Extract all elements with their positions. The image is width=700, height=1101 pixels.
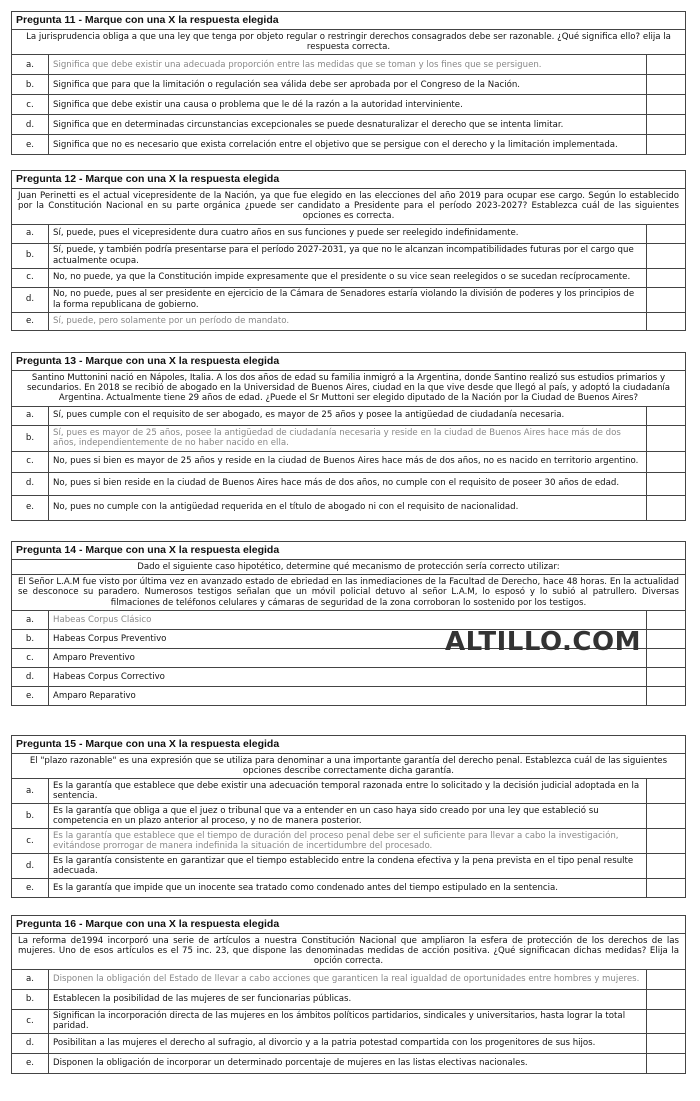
option-row [12,225,685,244]
option-text: No, pues no cumple con la antigüedad requerida en el título de abogado ni con el requisito de nacionalidad. [49,496,647,520]
option-letter: c. [12,269,49,287]
answer-box[interactable] [647,668,685,686]
question-stem: La reforma de1994 incorporó una serie de artículos a nuestra Constitución Nacional que ampliaron la esfera de protección de los derechos de las mujeres. Uno de esos artículos es el 75 inc. 23, que dispone las denominadas medidas de acción positiva. ¿Qué significacan dichas medidas? Elija la opción correcta. [12,934,685,970]
option-row [12,313,685,330]
answer-box[interactable] [647,829,685,853]
question-stem: La jurisprudencia obliga a que una ley que tenga por objeto regular o restringir derechos consagrados debe ser razonable. ¿Qué significa ello? elija la respuesta correcta. [12,30,685,56]
option-letter: e. [12,879,49,897]
option-text: No, pues si bien reside en la ciudad de Buenos Aires hace más de dos años, no cumple con el requisito de poseer 30 años de edad. [49,473,647,495]
answer-box[interactable] [647,687,685,705]
answer-box[interactable] [647,611,685,629]
option-text: Sí, pues es mayor de 25 años, posee la antigüedad de ciudadanía necesaria y reside en la ciudad de Buenos Aires hace más de dos años, independientemente de no haber nacido en ella. [49,426,647,451]
watermark-logo: ALTILLO.COM [445,627,641,657]
question-stem: Santino Muttonini nació en Nápoles, Italia. A los dos años de edad su familia inmigró a la Argentina, donde Santino realizó sus estudios primarios y secundarios. En 2018 se recibió de abogado en la Universidad de Buenos Aires, ciudad en la que vive desde que llegó al país, y adoptó la ciudadanía Argentina. Actualmente tiene 29 años de edad. ¿Puede el Sr Muttoni ser elegido diputado de la Nación por la Ciudad de Buenos Aires? [12,371,685,407]
option-letter: c. [12,649,49,667]
option-text: Significa que en determinadas circunstancias excepcionales se puede desnaturalizar el derecho que se intenta limitar. [49,115,647,134]
option-row [12,244,685,269]
option-row [12,55,685,75]
option-letter: e. [12,313,49,330]
question-header: Pregunta 16 - Marque con una X la respuesta elegida [12,916,685,934]
question-header: Pregunta 15 - Marque con una X la respuesta elegida [12,736,685,754]
case-description: El Señor L.A.M fue visto por última vez en avanzado estado de ebriedad en las inmediaciones de la Facultad de Derecho, hace 48 horas. En la actualidad se desconoce su paradero. Numerosos testigos señalan que un móvil policial detuvo al señor L.A.M, lo esposó y lo subió al patrullero. Diversas filmaciones de teléfonos celulares y cámaras de seguridad de la zona corroboran lo sostenido por los testigos. [12,575,685,611]
option-text: Disponen la obligación del Estado de llevar a cabo acciones que garanticen la real igualdad de oportunidades entre hombres y mujeres. [49,970,647,989]
option-text: Significa que no es necesario que exista correlación entre el objetivo que se persigue con el derecho y la limitación implementada. [49,135,647,154]
option-text: Significan la incorporación directa de las mujeres en los ámbitos políticos partidarios, sindicales y universitarios, hasta lograr la total paridad. [49,1010,647,1033]
option-text: Significa que debe existir una adecuada proporción entre las medidas que se toman y los fines que se persiguen. [49,55,647,74]
question-14 [11,541,686,706]
answer-box[interactable] [647,496,685,520]
answer-box[interactable] [647,970,685,989]
option-row [12,496,685,520]
option-row [12,1054,685,1073]
answer-box[interactable] [647,135,685,154]
option-letter: d. [12,473,49,495]
option-text: Sí, puede, pero solamente por un período de mandato. [49,313,647,330]
option-row [12,1034,685,1054]
option-letter: b. [12,630,49,648]
option-letter: c. [12,829,49,853]
option-row [12,1010,685,1034]
answer-box[interactable] [647,55,685,74]
option-letter: a. [12,611,49,629]
option-row [12,269,685,288]
question-header: Pregunta 12 - Marque con una X la respuesta elegida [12,171,685,189]
answer-box[interactable] [647,269,685,287]
option-text: Habeas Corpus Preventivo [49,630,647,648]
answer-box[interactable] [647,779,685,803]
answer-box[interactable] [647,452,685,472]
question-stem: Dado el siguiente caso hipotético, determine qué mecanismo de protección sería correcto utilizar: [12,560,685,575]
option-letter: d. [12,288,49,312]
option-text: Significa que debe existir una causa o problema que le dé la razón a la autoridad interviniente. [49,95,647,114]
answer-box[interactable] [647,1010,685,1033]
answer-box[interactable] [647,1034,685,1053]
option-text: Sí, pues cumple con el requisito de ser abogado, es mayor de 25 años y posee la antigüedad de ciudadanía necesaria. [49,407,647,425]
option-row [12,687,685,705]
option-letter: c. [12,1010,49,1033]
answer-box[interactable] [647,225,685,243]
option-row [12,854,685,879]
option-letter: a. [12,779,49,803]
question-header: Pregunta 11 - Marque con una X la respuesta elegida [12,12,685,30]
question-stem: El "plazo razonable" es una expresión que se utiliza para denominar a una importante garantía del derecho penal. Establezca cuál de las siguientes opciones describe correctamente dicha garantía. [12,754,685,780]
option-text: Sí, puede, y también podría presentarse para el período 2027-2031, ya que no le alcanzan incompatibilidades futuras por el cargo que actualmente ocupa. [49,244,647,268]
option-letter: b. [12,244,49,268]
option-text: Habeas Corpus Clásico [49,611,647,629]
answer-box[interactable] [647,407,685,425]
option-text: Es la garantía que obliga a que el juez o tribunal que va a entender en un caso haya sido creado por una ley que estableció su competencia en un plazo anterior al proceso, y no de manera posterior. [49,804,647,828]
answer-box[interactable] [647,426,685,451]
option-text: Disponen la obligación de incorporar un determinado porcentaje de mujeres en las listas electivas nacionales. [49,1054,647,1073]
option-letter: a. [12,970,49,989]
option-letter: a. [12,225,49,243]
option-letter: e. [12,135,49,154]
option-letter: d. [12,854,49,878]
answer-box[interactable] [647,313,685,330]
option-letter: c. [12,95,49,114]
answer-box[interactable] [647,804,685,828]
option-row [12,990,685,1010]
answer-box[interactable] [647,244,685,268]
option-row [12,95,685,115]
option-row [12,288,685,313]
question-11 [11,11,686,155]
answer-box[interactable] [647,630,685,648]
option-row [12,426,685,452]
option-letter: a. [12,55,49,74]
answer-box[interactable] [647,990,685,1009]
option-text: Es la garantía que establece que debe existir una adecuación temporal razonada entre lo solicitado y la decisión judicial adoptada en la sentencia. [49,779,647,803]
option-letter: b. [12,990,49,1009]
option-letter: b. [12,426,49,451]
answer-box[interactable] [647,854,685,878]
option-text: Es la garantía consistente en garantizar que el tiempo establecido entre la condena efectiva y la pena prevista en el tipo penal resulte adecuada. [49,854,647,878]
answer-box[interactable] [647,649,685,667]
answer-box[interactable] [647,75,685,94]
option-text: Es la garantía que impide que un inocente sea tratado como condenado antes del tiempo estipulado en la sentencia. [49,879,647,897]
option-text: Amparo Reparativo [49,687,647,705]
option-row [12,879,685,897]
option-row [12,135,685,154]
option-row [12,115,685,135]
option-letter: d. [12,668,49,686]
question-12 [11,170,686,331]
option-letter: d. [12,115,49,134]
option-letter: d. [12,1034,49,1053]
option-row [12,970,685,990]
question-15 [11,735,686,898]
option-text: Es la garantía que establece que el tiempo de duración del proceso penal debe ser el suficiente para llevar a cabo la investigación, evitándose prorrogar de manera indefinida la situación de incertidumbre del procesado. [49,829,647,853]
question-stem: Juan Perinetti es el actual vicepresidente de la Nación, ya que fue elegido en las elecciones del año 2019 para ocupar ese cargo. Según lo establecido por la Constitución Nacional en su parte orgánica ¿puede ser candidato a Presidente para el período 2023-2027? Establezca cuál de las siguientes opciones es correcta. [12,189,685,225]
option-row [12,452,685,473]
option-row [12,75,685,95]
option-text: Establecen la posibilidad de las mujeres de ser funcionarias públicas. [49,990,647,1009]
option-letter: e. [12,496,49,520]
option-row [12,473,685,496]
option-text: Posibilitan a las mujeres el derecho al sufragio, al divorcio y a la patria potestad compartida con los progenitores de sus hijos. [49,1034,647,1053]
answer-box[interactable] [647,879,685,897]
question-header: Pregunta 13 - Marque con una X la respuesta elegida [12,353,685,371]
answer-box[interactable] [647,95,685,114]
option-row [12,804,685,829]
option-letter: e. [12,687,49,705]
option-text: No, pues si bien es mayor de 25 años y reside en la ciudad de Buenos Aires hace más de dos años, no es nacido en territorio argentino. [49,452,647,472]
option-text: No, no puede, ya que la Constitución impide expresamente que el presidente o su vice sean reelegidos o se sucedan recíprocamente. [49,269,647,287]
option-text: Habeas Corpus Correctivo [49,668,647,686]
answer-box[interactable] [647,115,685,134]
option-row [12,829,685,854]
option-row [12,407,685,426]
answer-box[interactable] [647,473,685,495]
option-letter: b. [12,75,49,94]
option-row [12,668,685,687]
option-letter: e. [12,1054,49,1073]
answer-box[interactable] [647,1054,685,1073]
option-text: Significa que para que la limitación o regulación sea válida debe ser aprobada por el Congreso de la Nación. [49,75,647,94]
option-letter: c. [12,452,49,472]
option-text: Amparo Preventivo [49,649,647,667]
question-header: Pregunta 14 - Marque con una X la respuesta elegida [12,542,685,560]
answer-box[interactable] [647,288,685,312]
option-letter: a. [12,407,49,425]
option-letter: b. [12,804,49,828]
option-text: No, no puede, pues al ser presidente en ejercicio de la Cámara de Senadores estaría violando la división de poderes y los principios de la forma republicana de gobierno. [49,288,647,312]
question-16 [11,915,686,1074]
option-row [12,779,685,804]
option-text: Sí, puede, pues el vicepresidente dura cuatro años en sus funciones y puede ser reelegido indefinidamente. [49,225,647,243]
question-13 [11,352,686,521]
